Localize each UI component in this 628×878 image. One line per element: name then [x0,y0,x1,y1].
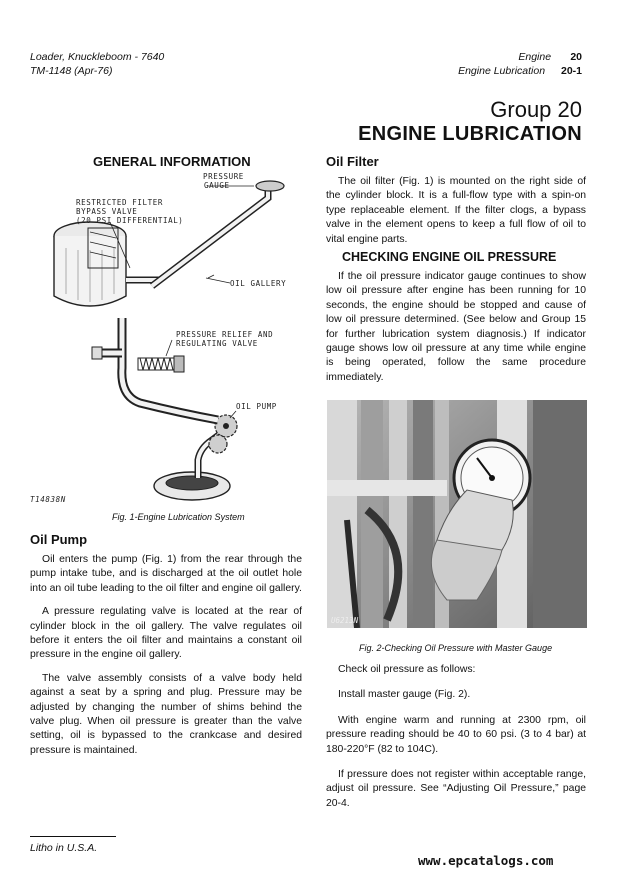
group-number: Group 20 [490,97,582,122]
header-subsection [458,64,582,78]
label-relief-line1: PRESSURE RELIEF AND [176,330,274,339]
photo-id: U6213N [331,616,359,625]
checking-pressure-text [326,270,586,394]
group-title: ENGINE LUBRICATION [358,123,582,145]
label-pressure-gauge-line2: GAUGE [204,181,230,190]
header-section-num: 20 [570,51,582,63]
checking-pressure-paragraph: If the oil pressure indicator gauge continues to show low oil pressure after engine has been running for 10 seconds, the engine should be stopped and cause of low oil pressure determined. (See below and Group 15 for further lubrication system diagnosis.) If indicator gauge shows low oil pressure at any time while engine is being operated, follow the same procedure immediately. [326,271,586,383]
oil-pump-paragraph-1: Oil enters the pump (Fig. 1) from the rear through the pump intake tube, and is discharged at the oil outlet hole into an oil tube leading to the oil filter and engine oil gallery. [30,554,302,594]
label-pressure-gauge [203,172,244,190]
header-manual-line: TM-1148 (Apr-76) [30,65,113,77]
header-section [518,50,582,64]
oil-filter-paragraph: The oil filter (Fig. 1) is mounted on the right side of the cylinder block. It is a full-flow type with a spin-on type replaceable element. If the filter clogs, a bypass valve in the element opens to keep a full flow of oil to vital engine parts. [326,176,586,245]
label-pressure-gauge-line1: PRESSURE [203,172,244,181]
footer-litho: Litho in U.S.A. [30,842,98,854]
step-check-pressure: Check oil pressure as follows: [338,664,476,675]
oil-pump-paragraph-3: The valve assembly consists of a valve body held against a seat by a spring and plug. Pressure may be adjusted by changing the number of shims behind the valve plug. When oil pressure is greater than the valve setting, oil is bypassed to the crankcase and desired pressure is maintained. [30,672,302,756]
label-filter-bypass-valve [76,198,183,225]
header-model-line: Loader, Knuckleboom - 7640 [30,51,165,63]
fig1-caption: Fig. 1-Engine Lubrication System [112,512,245,522]
step-install-gauge: Install master gauge (Fig. 2). [338,689,471,701]
checking-pressure-heading: CHECKING ENGINE OIL PRESSURE [342,250,557,264]
oil-pressure-photo [327,400,587,628]
oil-pump-text [30,553,302,767]
step-adjust-pressure: If pressure does not register within acceptable range, adjust oil pressure. See “Adjusting Oil Pressure,” page 20-4. [326,769,586,809]
oil-pump-heading: Oil Pump [30,532,88,547]
oil-pump-paragraph-2: A pressure regulating valve is located at the rear of cylinder block in the oil gallery. The valve regulates oil before it enters the oil filter and maintains a constant oil pressure in the engine oil gallery. [30,606,302,661]
label-oil-gallery: OIL GALLERY [230,279,287,288]
label-relief-line2: REGULATING VALVE [176,339,258,348]
footer-url-link[interactable]: www.epcatalogs.com [418,853,554,868]
label-filter-line3: (20 PSI DIFFERENTIAL) [76,216,184,225]
oil-filter-text [326,175,586,256]
label-relief-valve [176,330,273,348]
label-filter-line2: BYPASS VALVE [76,207,138,216]
header-subsection-num: 20-1 [560,65,582,77]
header-section-name: Engine [518,51,552,63]
label-filter-line1: RESTRICTED FILTER [76,198,163,207]
check-steps [326,663,586,820]
header-subsection-name: Engine Lubrication [458,65,546,77]
lubrication-system-figure [30,168,300,508]
photo-illustration [327,400,587,628]
fig2-caption: Fig. 2-Checking Oil Pressure with Master Gauge [359,643,553,653]
footer-rule [30,836,116,837]
step-engine-warm: With engine warm and running at 2300 rpm, oil pressure reading should be 40 to 60 psi. (3 to 4 bar) at 180-220°F (82 to 104C). [326,714,586,755]
oil-filter-heading: Oil Filter [326,154,379,169]
general-info-heading: GENERAL INFORMATION [93,154,251,169]
figure-id: T14838N [30,495,66,504]
label-oil-pump: OIL PUMP [236,402,277,411]
